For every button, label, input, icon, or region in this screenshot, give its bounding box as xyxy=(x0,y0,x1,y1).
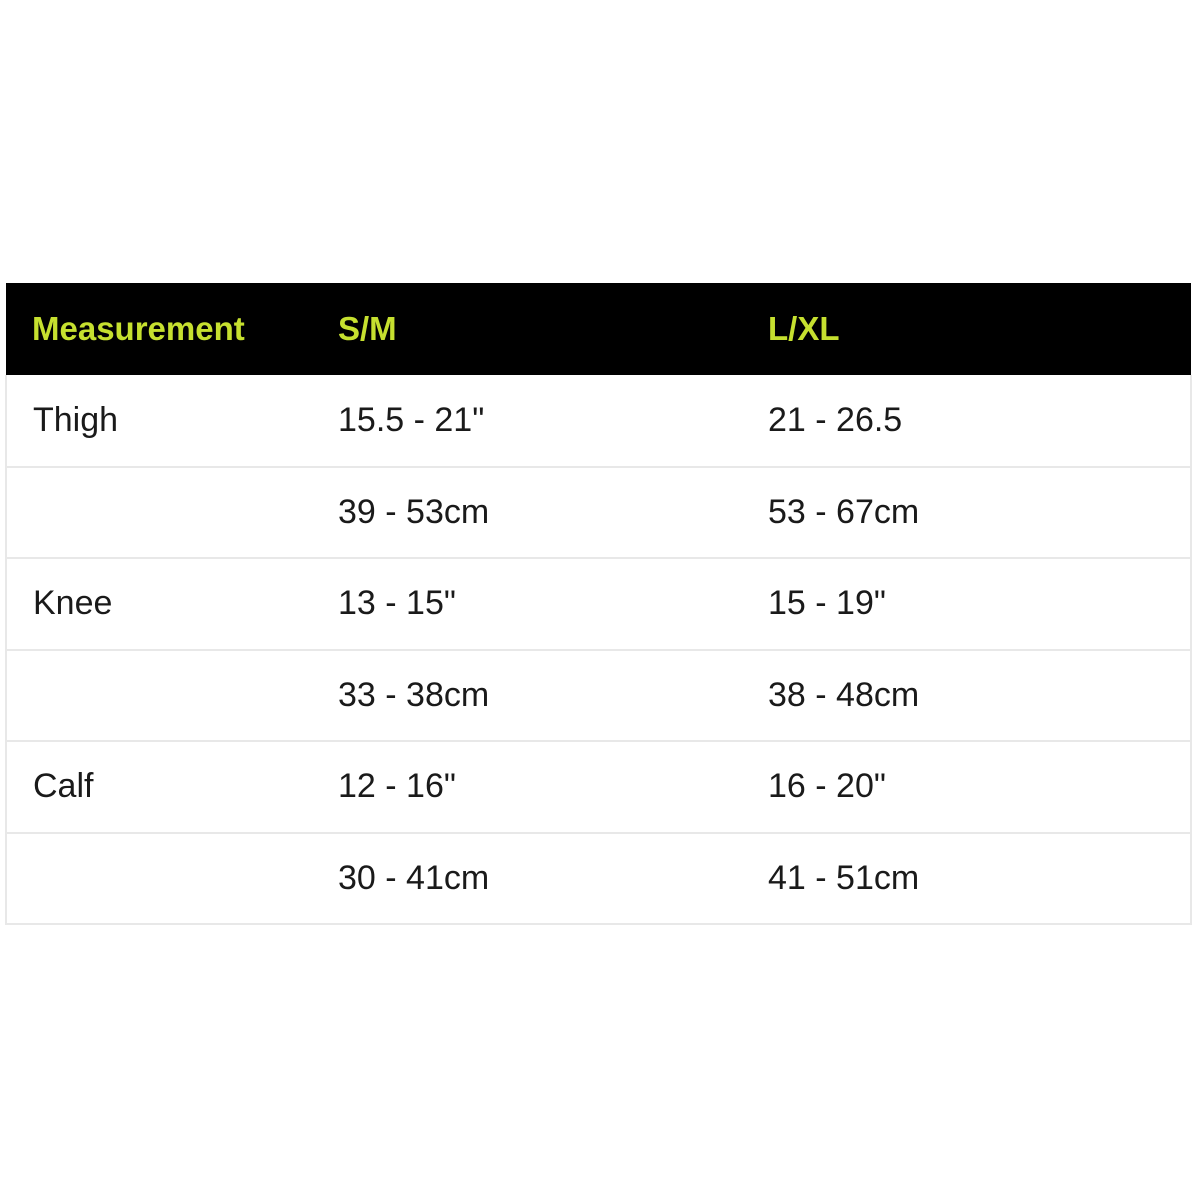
size-s-m-cell: 12 - 16" xyxy=(332,741,762,833)
header-measurement: Measurement xyxy=(32,310,245,347)
table-row xyxy=(6,741,1191,833)
header-size-l-xl: L/XL xyxy=(768,310,840,347)
table-row xyxy=(6,650,1191,742)
measurement-cell: Calf xyxy=(6,741,332,833)
size-chart-body xyxy=(6,375,1191,924)
measurement-cell xyxy=(6,467,332,559)
size-s-m-cell: 13 - 15" xyxy=(332,558,762,650)
table-row xyxy=(6,558,1191,650)
header-row xyxy=(6,283,1191,375)
size-chart-header xyxy=(6,283,1191,375)
size-s-m-cell: 39 - 53cm xyxy=(332,467,762,559)
table-row xyxy=(6,833,1191,925)
measurement-cell: Knee xyxy=(6,558,332,650)
measurement-cell xyxy=(6,833,332,925)
table-row xyxy=(6,375,1191,467)
size-s-m-cell: 15.5 - 21" xyxy=(332,375,762,467)
size-l-xl-cell: 16 - 20" xyxy=(762,741,1191,833)
size-l-xl-cell: 53 - 67cm xyxy=(762,467,1191,559)
table-row xyxy=(6,467,1191,559)
size-l-xl-cell: 21 - 26.5 xyxy=(762,375,1191,467)
header-size-s-m: S/M xyxy=(338,310,397,347)
size-l-xl-cell: 38 - 48cm xyxy=(762,650,1191,742)
size-chart-table xyxy=(5,283,1192,925)
size-s-m-cell: 33 - 38cm xyxy=(332,650,762,742)
size-s-m-cell: 30 - 41cm xyxy=(332,833,762,925)
measurement-cell: Thigh xyxy=(6,375,332,467)
size-l-xl-cell: 15 - 19" xyxy=(762,558,1191,650)
measurement-cell xyxy=(6,650,332,742)
size-l-xl-cell: 41 - 51cm xyxy=(762,833,1191,925)
